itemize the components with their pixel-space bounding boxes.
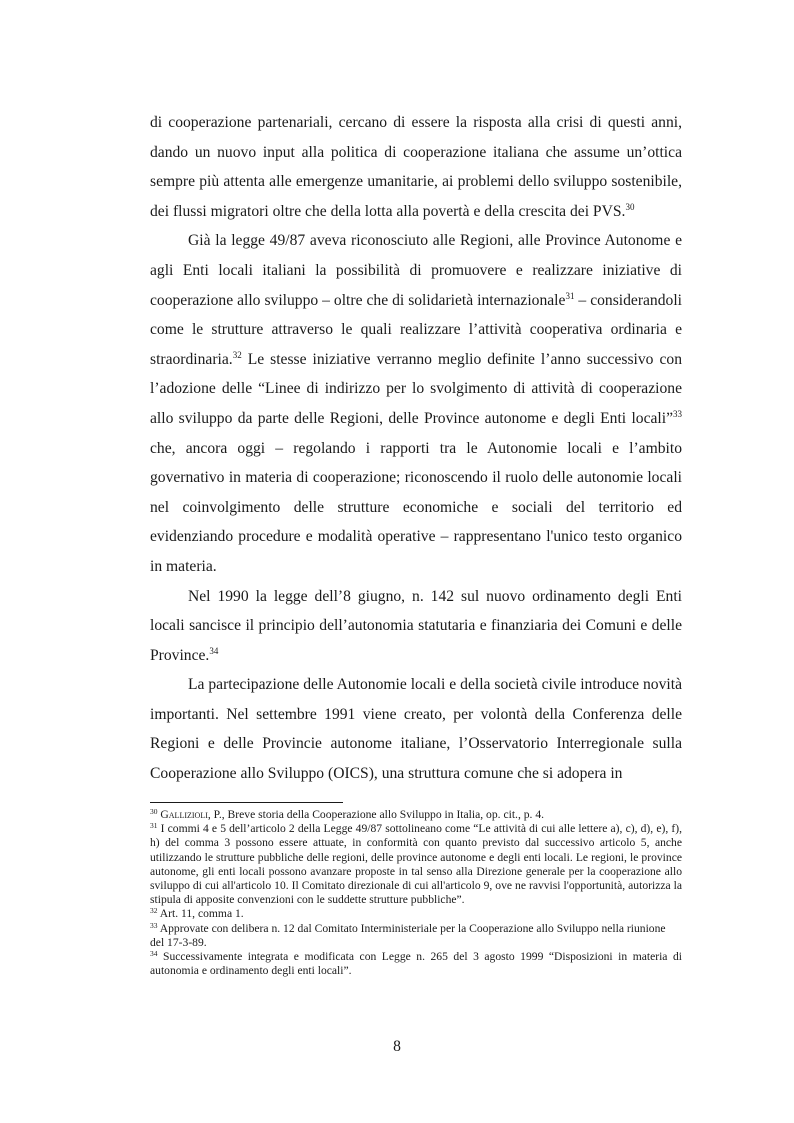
footnote-separator xyxy=(150,802,343,803)
body-text xyxy=(150,108,682,789)
page-number: 8 xyxy=(393,1038,401,1055)
footnotes xyxy=(150,808,682,978)
footnote-number: 32 xyxy=(150,906,158,916)
footnote-reference[interactable]: 31 xyxy=(565,290,575,301)
footnote-number: 30 xyxy=(150,807,158,816)
footnote-author: Gallizioli xyxy=(160,808,208,821)
footnote-number: 31 xyxy=(150,821,158,831)
footnote: $^{33}$ Approvate con delibera n. 12 dal Comitato Interministeriale per la Cooperazione allo Sviluppo nella riunione del 17-3-89. xyxy=(150,920,666,949)
footnote-reference[interactable]: 32 xyxy=(232,349,242,360)
footnote: $^{32}$ Art. 11, comma 1. xyxy=(150,906,244,921)
footnote-number: 33 xyxy=(150,920,158,930)
paragraph: di cooperazione partenariali, cercano di essere la risposta alla crisi di questi anni, dando un nuovo input alla politica di cooperazione italiana che assume un’ottica sempre più attenta alle emergenze umanitarie, ai problemi dello sviluppo sostenibile, dei flussi migratori oltre che della lotta alla povertà e della crescita dei PVS.$^{30}$ xyxy=(150,114,682,220)
paragraph: Già la legge 49/87 aveva riconosciuto alle Regioni, alle Province Autonome e agli Enti locali italiani la possibilità di promuovere e realizzare iniziative di cooperazione allo sviluppo – oltre che di solidarietà internazionale$^{31}$ – considerandoli come le strutture attraverso le quali realizzare l’attività cooperativa ordinaria e straordinaria.$^{32}$ Le stesse iniziative verranno meglio definite l’anno successivo con l’adozione delle “Linee di indirizzo per lo svolgimento di attività di cooperazione allo sviluppo da parte delle Regioni, delle Province autonome e degli Enti locali”$^{33}$ che, ancora oggi – regolando i rapporti tra le Autonomie locali e l’ambito governativo in materia di cooperazione; riconoscendo il ruolo delle autonomie locali nel coinvolgimento delle strutture economiche e sociali del territorio ed evidenziando procedure e modalità operative – rappresentano l'unico testo organico in materia. xyxy=(150,232,682,575)
footnote-reference[interactable]: 33 xyxy=(673,408,682,419)
footnote: $^{30}$ Gallizioli, P., Breve storia della Cooperazione allo Sviluppo in Italia, op. cit., p. 4. xyxy=(150,807,545,821)
paragraph: Nel 1990 la legge dell’8 giugno, n. 142 sul nuovo ordinamento degli Enti locali sancisce il principio dell’autonomia statutaria e finanziaria dei Comuni e delle Province.$^{34}$ xyxy=(150,587,682,664)
footnote: $^{34}$ Successivamente integrata e modificata con Legge n. 265 del 3 agosto 1999 “Disposizioni in materia di autonomia e ordinamento degli enti locali”. xyxy=(150,949,682,978)
footnote-reference[interactable]: 34 xyxy=(209,645,219,656)
footnote-reference[interactable]: 30 xyxy=(625,201,635,212)
footnote: $^{31}$ I commi 4 e 5 dell’articolo 2 della Legge 49/87 sottolineano come “Le attività di cui alle lettere a), c), d), e), f), h) del comma 3 possono essere attuate, in conformità con quanto previsto dal successivo articolo 5, anche utilizzando le strutture pubbliche delle regioni, delle province autonome e degli enti locali. Le regioni, le province autonome, gli enti locali possono avanzare proposte in tal senso alla Direzione generale per la cooperazione allo sviluppo di cui all'articolo 10. Il Comitato direzionale di cui all'articolo 9, ove ne ravvisi l'opportunità, autorizza la stipula di apposite convenzioni con le suddette strutture pubbliche”. xyxy=(150,821,682,907)
footnote-number: 34 xyxy=(150,949,158,959)
paragraph: La partecipazione delle Autonomie locali e della società civile introduce novità importanti. Nel settembre 1991 viene creato, per volontà della Conferenza delle Regioni e delle Provincie autonome italiane, l’Osservatorio Interregionale sulla Cooperazione allo Sviluppo (OICS), una struttura comune che si adopera in xyxy=(150,676,682,783)
